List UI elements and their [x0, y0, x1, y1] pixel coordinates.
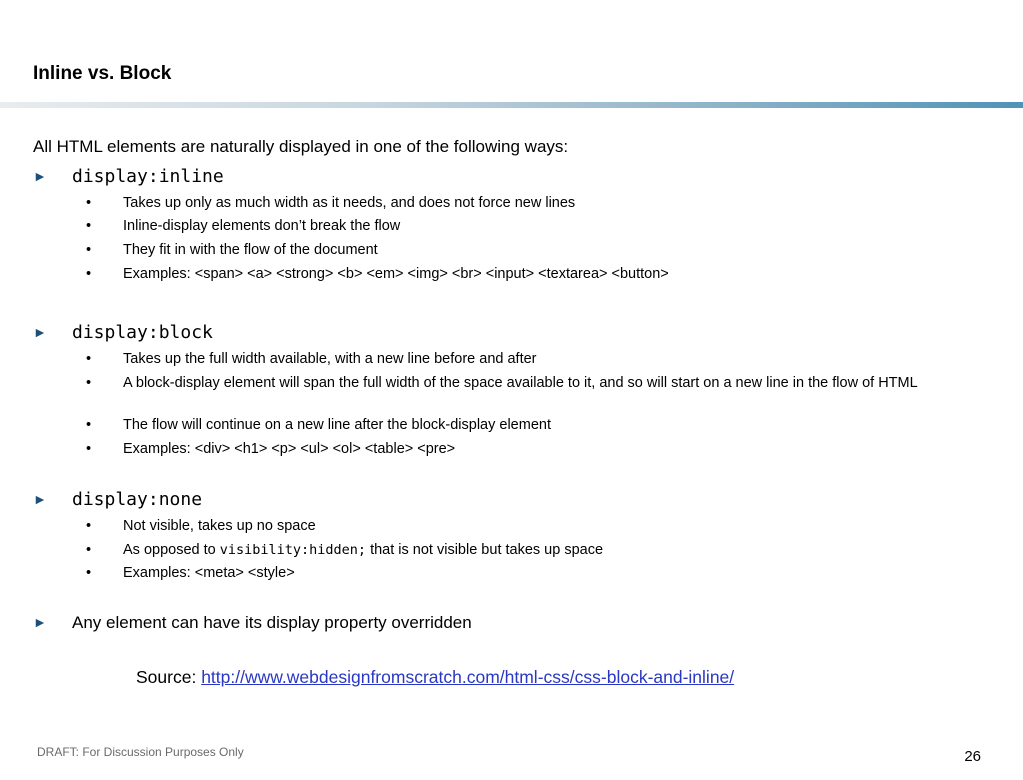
source-link[interactable]: http://www.webdesignfromscratch.com/html-css/css-block-and-inline/ — [201, 667, 735, 687]
source-line — [136, 666, 734, 688]
inline-code: visibility:hidden; — [219, 542, 367, 558]
bullet-icon: • — [86, 242, 92, 258]
title-rule — [0, 102, 1023, 108]
arrow-bullet-icon: ► — [33, 324, 47, 340]
bullet-icon: • — [86, 518, 92, 534]
bullet-icon: • — [86, 565, 92, 581]
section-heading-text: display:none — [72, 489, 203, 510]
section-heading-text: display:block — [72, 322, 213, 343]
list-item-text: Takes up only as much width as it needs, and does not force new lines — [123, 195, 576, 211]
intro-text: All HTML elements are naturally displayed in one of the following ways: — [33, 137, 569, 156]
arrow-bullet-icon: ► — [33, 491, 47, 507]
list-item-prefix: As opposed to — [123, 542, 220, 558]
bullet-icon: • — [86, 351, 92, 367]
bullet-icon: • — [86, 218, 92, 234]
list-item-text: A block-display element will span the full width of the space available to it, and so will start on a new line in the flow of HTML — [123, 375, 918, 391]
list-item-text: They fit in with the flow of the document — [123, 242, 378, 258]
source-label: Source: — [136, 667, 202, 687]
list-item-suffix: that is not visible but takes up space — [366, 542, 604, 558]
list-item-text: Examples: <span> <a> <strong> <b> <em> <img> <br> <input> <textarea> <button> — [123, 266, 669, 282]
bullet-icon: • — [86, 441, 92, 457]
arrow-bullet-icon: ► — [33, 168, 47, 184]
list-item-text: The flow will continue on a new line after the block-display element — [123, 417, 551, 433]
bullet-icon: • — [86, 266, 92, 282]
list-item-text: Takes up the full width available, with a new line before and after — [123, 351, 537, 367]
list-item-text: Inline-display elements don’t break the flow — [123, 218, 401, 234]
arrow-bullet-icon: ► — [33, 614, 47, 630]
page-number: 26 — [964, 748, 981, 765]
bullet-icon: • — [86, 375, 92, 391]
footer-text: DRAFT: For Discussion Purposes Only — [37, 745, 244, 759]
slide-title: Inline vs. Block — [33, 63, 172, 84]
list-item-text: Not visible, takes up no space — [123, 518, 316, 534]
closing-text: Any element can have its display property overridden — [72, 613, 472, 632]
bullet-icon: • — [86, 417, 92, 433]
section-heading-text: display:inline — [72, 166, 224, 187]
bullet-icon: • — [86, 542, 92, 558]
list-item-text: Examples: <div> <h1> <p> <ul> <ol> <table> <pre> — [123, 441, 456, 457]
list-item-text: Examples: <meta> <style> — [123, 565, 295, 581]
list-item-text — [123, 541, 983, 559]
bullet-icon: • — [86, 195, 92, 211]
